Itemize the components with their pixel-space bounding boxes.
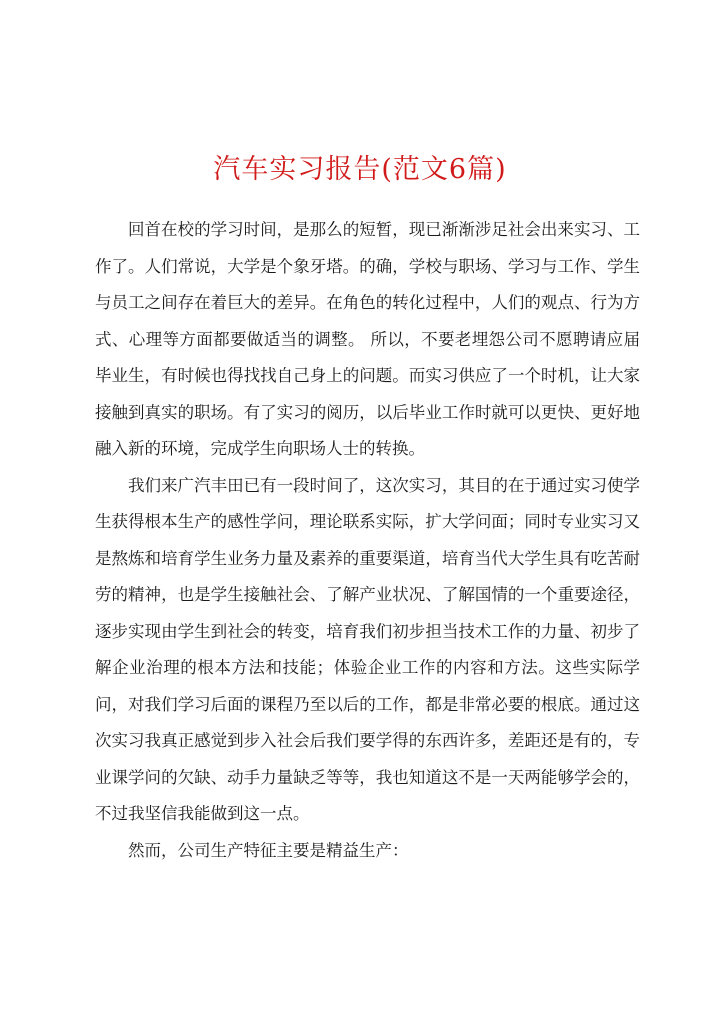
document-body — [95, 212, 640, 869]
document-title: 汽车实习报告(范文6篇) — [213, 154, 507, 185]
paragraph-1: 回首在校的学习时间，是那么的短暂，现已渐渐涉足社会出来实习、工作了。人们常说，大学是个象牙塔。的确，学校与职场、学习与工作、学生与员工之间存在着巨大的差异。在角色的转化过程中，人们的观点、行为方式、心理等方面都要做适当的调整。 所以，不要老埋怨公司不愿聘请应届毕业生，有时候也得找找自己身上的问题。而实习供应了一个时机，让大家接触到真实的职场。有了实习的阅历，以后毕业工作时就可以更快、更好地融入新的环境，完成学生向职场人士的转换。 — [95, 220, 640, 458]
paragraph-2: 我们来广汽丰田已有一段时间了，这次实习，其目的在于通过实习使学生获得根本生产的感性学问，理论联系实际，扩大学问面；同时专业实习又是熬炼和培育学生业务力量及素养的重要渠道，培育当代大学生具有吃苦耐劳的精神，也是学生接触社会、了解产业状况、了解国情的一个重要途径，逐步实现由学生到社会的转变，培育我们初步担当技术工作的力量、初步了解企业治理的根本方法和技能；体验企业工作的内容和方法。这些实际学问，对我们学习后面的课程乃至以后的工作，都是非常必要的根底。通过这次实习我真正感觉到步入社会后我们要学得的东西许多，差距还是有的，专业课学问的欠缺、动手力量缺乏等等，我也知道这不是一天两能够学会的，不过我坚信我能做到这一点。 — [95, 475, 640, 823]
paragraph-3: 然而，公司生产特征主要是精益生产： — [128, 840, 409, 860]
